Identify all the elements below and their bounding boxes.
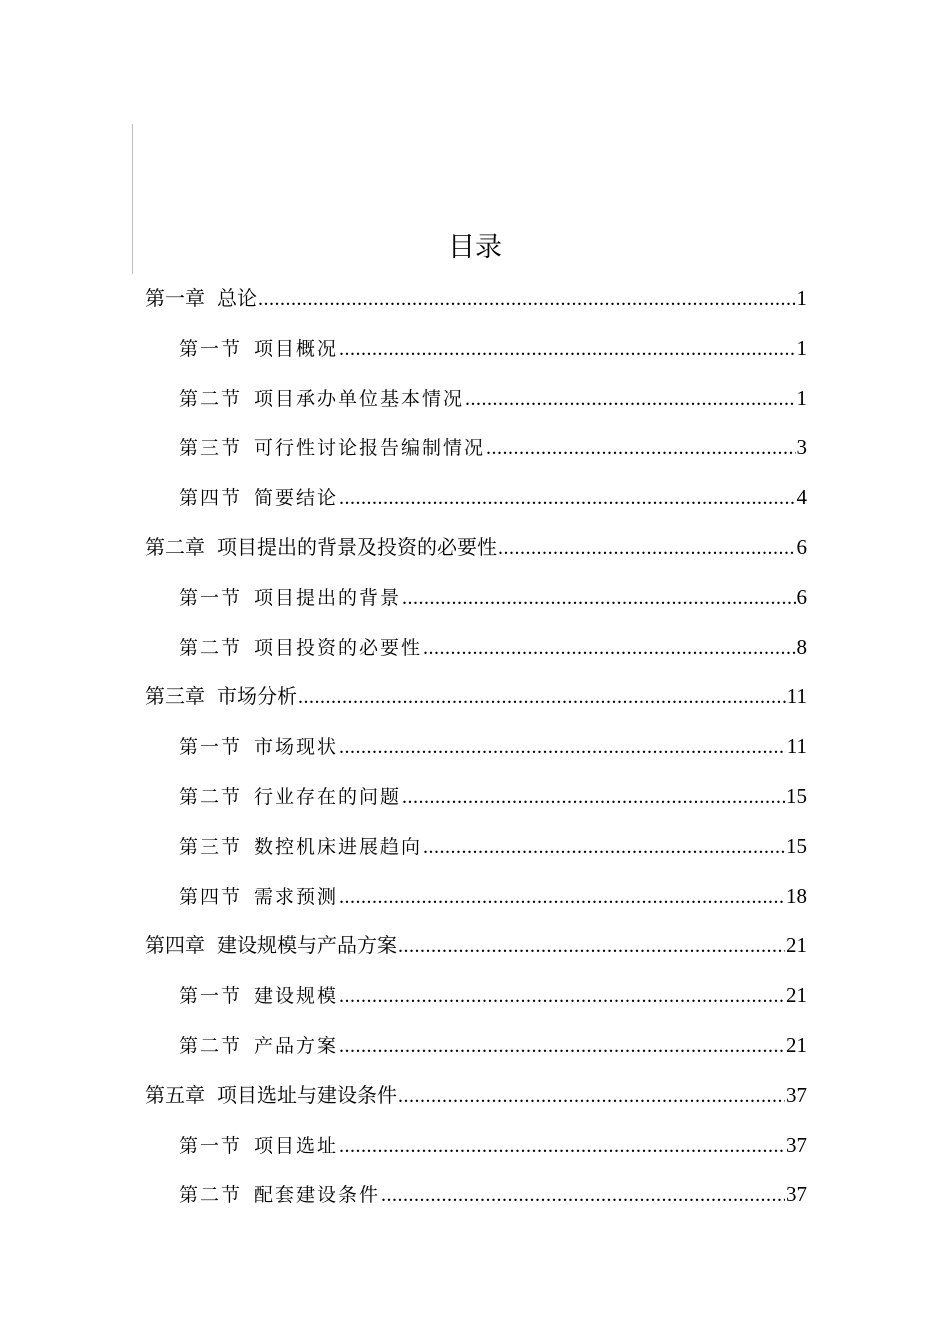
- toc-section-entry[interactable]: [145, 1174, 807, 1224]
- toc-entry-text: 需求预测: [254, 885, 339, 908]
- toc-entry-number: 第二节: [179, 1034, 243, 1057]
- toc-dot-leader: [339, 329, 795, 369]
- toc-entry-label: [145, 1075, 397, 1115]
- toc-section-entry[interactable]: [145, 1025, 807, 1075]
- toc-title: 目录: [448, 232, 502, 263]
- toc-entry-text: 项目概况: [254, 337, 339, 360]
- toc-entry-text: 总论: [217, 286, 257, 310]
- toc-entry-number: 第一节: [179, 1134, 243, 1157]
- toc-entry-number: 第三节: [179, 437, 243, 460]
- toc-entry-text: 产品方案: [254, 1034, 339, 1057]
- toc-page-number: 15: [786, 833, 807, 858]
- toc-entry-label: [179, 478, 338, 518]
- toc-entry-number: 第三章: [145, 684, 205, 709]
- toc-section-entry[interactable]: [145, 975, 807, 1025]
- toc-dot-leader: [339, 1026, 785, 1066]
- toc-entry-number: 第四章: [145, 933, 205, 958]
- toc-entry-number: 第一节: [179, 337, 243, 360]
- toc-entry-number: 第三节: [179, 835, 243, 858]
- toc-page-number: 37: [786, 1182, 807, 1207]
- toc-chapter-entry[interactable]: [145, 278, 807, 328]
- toc-dot-leader: [339, 478, 795, 518]
- toc-page-number: 21: [786, 983, 807, 1008]
- toc-entry-text: 项目选址: [254, 1134, 339, 1157]
- toc-page-number: 37: [786, 1132, 807, 1157]
- toc-page-number: 1: [796, 385, 807, 410]
- toc-entry-number: 第一节: [179, 985, 243, 1008]
- toc-entry-text: 项目选址与建设条件: [217, 1082, 397, 1107]
- toc-page-number: 21: [786, 1032, 807, 1057]
- toc-page-number: 6: [796, 534, 807, 559]
- toc-section-entry[interactable]: [145, 1125, 807, 1175]
- toc-dot-leader: [498, 528, 796, 568]
- toc-entry-label: [179, 877, 338, 917]
- toc-section-entry[interactable]: [145, 826, 807, 876]
- toc-entry-label: [145, 278, 257, 318]
- toc-entry-label: [179, 1026, 338, 1066]
- toc-entry-label: [179, 628, 422, 668]
- toc-dot-leader: [423, 628, 795, 668]
- toc-page-number: 6: [796, 584, 807, 609]
- toc-dot-leader: [339, 727, 786, 767]
- toc-section-entry[interactable]: [145, 477, 807, 527]
- toc-dot-leader: [339, 1126, 785, 1166]
- toc-entry-number: 第二节: [179, 785, 243, 808]
- toc-dot-leader: [298, 677, 786, 717]
- toc-dot-leader: [486, 428, 795, 468]
- toc-page-number: 1: [796, 286, 807, 310]
- toc-entry-number: 第四节: [179, 487, 243, 510]
- toc-entry-label: [179, 1126, 338, 1166]
- toc-entry-label: [145, 925, 397, 965]
- toc-entry-number: 第一节: [179, 586, 243, 609]
- toc-chapter-entry[interactable]: [145, 527, 807, 577]
- toc-section-entry[interactable]: [145, 378, 807, 428]
- toc-entry-text: 项目提出的背景: [254, 586, 402, 609]
- toc-entry-text: 可行性讨论报告编制情况: [254, 437, 486, 460]
- toc-dot-leader: [423, 827, 785, 867]
- toc-entry-label: [179, 827, 422, 867]
- toc-entry-label: [145, 527, 497, 567]
- toc-entry-number: 第一节: [179, 736, 243, 759]
- toc-section-entry[interactable]: [145, 876, 807, 926]
- toc-entry-number: 第二节: [179, 1184, 243, 1207]
- toc-entry-text: 项目投资的必要性: [254, 636, 423, 659]
- toc-section-entry[interactable]: [145, 427, 807, 477]
- toc-entry-text: 建设规模与产品方案: [217, 933, 397, 958]
- toc-section-entry[interactable]: [145, 627, 807, 677]
- toc-page-number: 21: [786, 933, 807, 958]
- toc-page-number: 37: [786, 1082, 807, 1107]
- toc-section-entry[interactable]: [145, 577, 807, 627]
- toc-dot-leader: [398, 926, 785, 966]
- toc-dot-leader: [339, 877, 785, 917]
- toc-section-entry[interactable]: [145, 726, 807, 776]
- table-of-contents: [145, 278, 807, 1224]
- toc-entry-label: [179, 727, 338, 767]
- toc-dot-leader: [258, 279, 796, 319]
- toc-page-number: 1: [796, 335, 807, 360]
- toc-entry-number: 第二节: [179, 636, 243, 659]
- toc-dot-leader: [339, 976, 785, 1016]
- toc-entry-number: 第四节: [179, 885, 243, 908]
- toc-entry-label: [145, 676, 297, 716]
- toc-entry-text: 数控机床进展趋向: [254, 835, 423, 858]
- toc-page-number: 18: [786, 883, 807, 908]
- toc-entry-text: 行业存在的问题: [254, 785, 402, 808]
- toc-section-entry[interactable]: [145, 776, 807, 826]
- toc-entry-label: [179, 379, 464, 419]
- toc-entry-number: 第二章: [145, 534, 205, 559]
- toc-page-number: 15: [786, 783, 807, 808]
- toc-entry-text: 配套建设条件: [254, 1184, 381, 1207]
- toc-page-number: 11: [786, 734, 807, 759]
- toc-entry-text: 市场分析: [217, 684, 297, 709]
- toc-entry-number: 第一章: [145, 286, 205, 310]
- toc-entry-label: [179, 578, 401, 618]
- toc-entry-label: [179, 329, 338, 369]
- toc-entry-label: [179, 1175, 380, 1215]
- toc-entry-number: 第二节: [179, 387, 243, 410]
- toc-entry-text: 建设规模: [254, 985, 339, 1008]
- toc-entry-text: 市场现状: [254, 736, 339, 759]
- toc-entry-label: [179, 976, 338, 1016]
- toc-entry-label: [179, 428, 485, 468]
- toc-page-number: 3: [796, 435, 807, 460]
- toc-page-number: 11: [786, 684, 807, 709]
- toc-chapter-entry[interactable]: [145, 1075, 807, 1125]
- toc-page-number: 8: [796, 634, 807, 659]
- toc-entry-text: 项目承办单位基本情况: [254, 387, 465, 410]
- toc-section-entry[interactable]: [145, 328, 807, 378]
- toc-dot-leader: [402, 578, 795, 618]
- toc-dot-leader: [381, 1175, 785, 1215]
- toc-dot-leader: [402, 777, 785, 817]
- toc-dot-leader: [398, 1076, 785, 1116]
- toc-entry-text: 简要结论: [254, 487, 339, 510]
- toc-entry-text: 项目提出的背景及投资的必要性: [217, 534, 497, 559]
- toc-page-number: 4: [796, 485, 807, 510]
- toc-chapter-entry[interactable]: [145, 925, 807, 975]
- toc-entry-number: 第五章: [145, 1082, 205, 1107]
- toc-dot-leader: [465, 379, 795, 419]
- toc-chapter-entry[interactable]: [145, 676, 807, 726]
- toc-entry-label: [179, 777, 401, 817]
